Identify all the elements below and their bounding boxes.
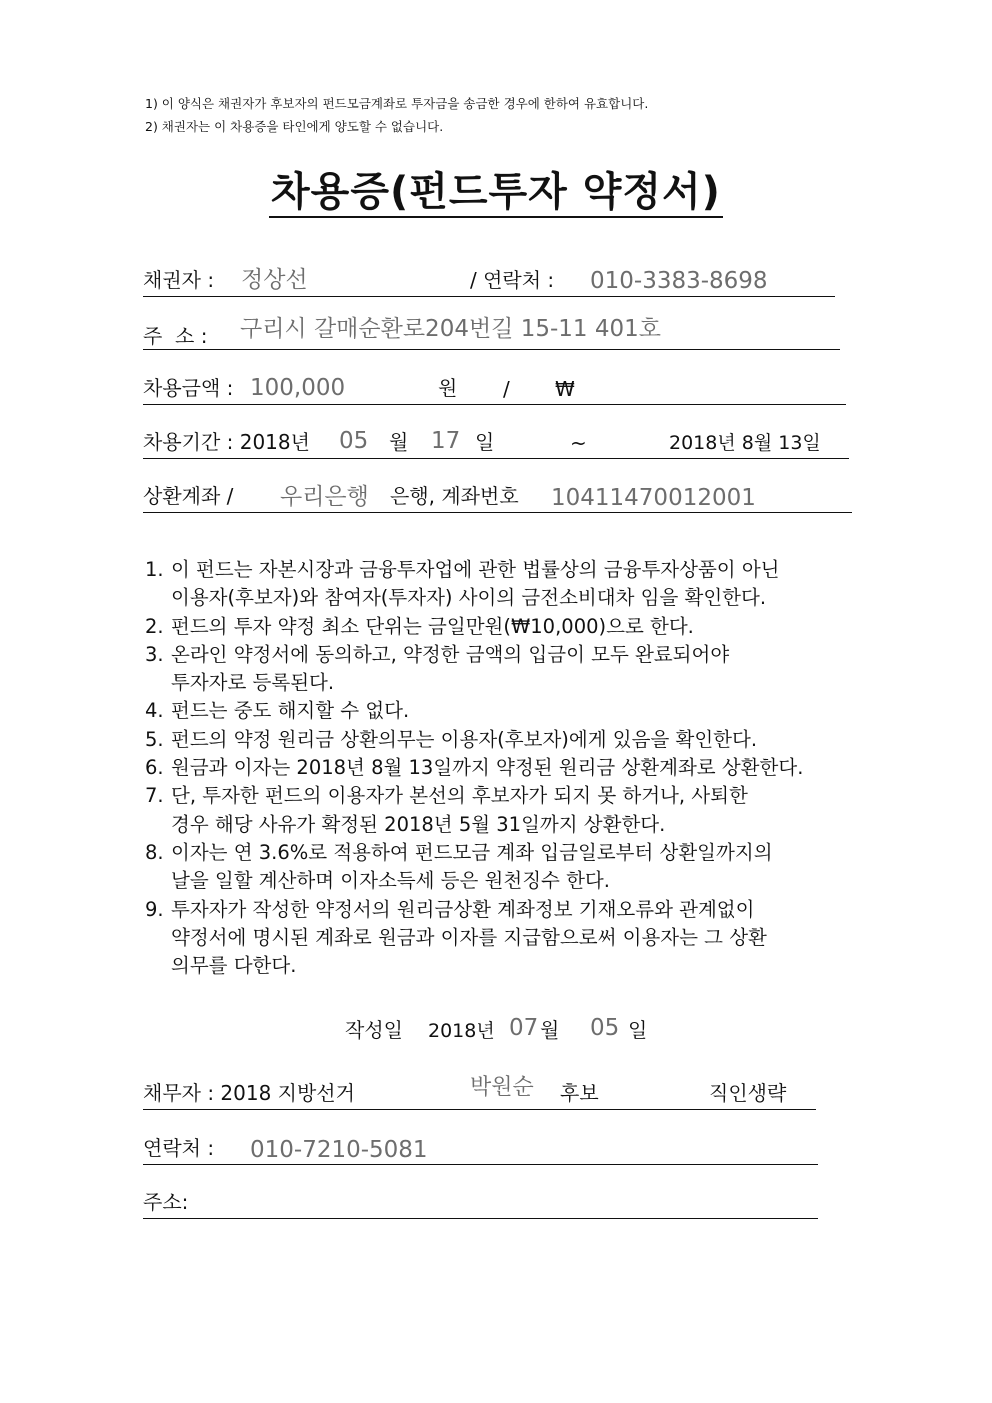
address-value[interactable]: 구리시 갈매순환로204번길 15-11 401호 (240, 316, 661, 342)
term-text-cont: 날을 일할 계산하며 이자소득세 등은 원천징수 한다. (171, 869, 610, 893)
term-text: 이자는 연 3.6%로 적용하여 펀드모금 계좌 입금일로부터 상환일까지의 (171, 840, 773, 864)
term-number: 3. (145, 642, 164, 666)
term-number: 2. (145, 614, 164, 638)
debtor-contact-label: 연락처 : (143, 1136, 215, 1160)
debtor-label: 채무자 : 2018 지방선거 (143, 1081, 355, 1105)
address-label: 주 소 : (143, 324, 208, 348)
signed-month[interactable]: 07 (509, 1015, 539, 1041)
amount-currency: ₩ (555, 377, 575, 401)
term-text: 펀드의 약정 원리금 상환의무는 이용자(후보자)에게 있음을 확인한다. (171, 727, 758, 751)
document-title (0, 160, 992, 217)
term-text: 온라인 약정서에 동의하고, 약정한 금액의 입금이 모두 완료되어야 (171, 642, 730, 666)
term-text: 원금과 이자는 2018년 8월 13일까지 약정된 원리금 상환계좌로 상환한다. (171, 756, 804, 780)
term-number: 5. (145, 727, 164, 751)
debtor-phone[interactable]: 010-7210-5081 (250, 1137, 428, 1163)
amount-label: 차용금액 : (143, 376, 234, 400)
creditor-label: 채권자 : (143, 268, 215, 292)
period-start-month[interactable]: 05 (339, 428, 369, 454)
term-6 (145, 754, 865, 782)
term-number: 1. (145, 558, 164, 581)
period-month-label: 월 (389, 430, 409, 454)
signed-month-label: 월 (540, 1018, 560, 1042)
creditor-phone[interactable]: 010-3383-8698 (590, 268, 768, 294)
term-text: 투자자가 작성한 약정서의 원리금상환 계좌정보 기재오류와 관계없이 (171, 897, 755, 921)
creditor-name[interactable]: 정상선 (241, 267, 308, 293)
amount-value[interactable]: 100,000 (250, 375, 346, 401)
address-line (143, 315, 840, 350)
period-end: 2018년 8월 13일 (669, 432, 821, 454)
account-label: 상환계좌 / (143, 484, 234, 508)
term-number: 8. (145, 840, 164, 864)
term-text: 펀드는 중도 해지할 수 없다. (171, 699, 410, 723)
term-number: 6. (145, 756, 164, 780)
term-text: 단, 투자한 펀드의 이용자가 본선의 후보자가 되지 못 하거나, 사퇴한 (171, 784, 748, 808)
debtor-seal: 직인생략 (709, 1081, 787, 1105)
period-day-label: 일 (475, 430, 495, 454)
account-number[interactable]: 10411470012001 (551, 485, 756, 511)
term-text-cont: 이용자(후보자)와 참여자(투자자) 사이의 금전소비대차 임을 확인한다. (171, 586, 767, 610)
creditor-contact-label: / 연락처 : (470, 268, 555, 292)
debtor-line (143, 1075, 816, 1110)
signed-day-label: 일 (628, 1018, 648, 1042)
period-start-day[interactable]: 17 (431, 428, 461, 454)
account-line (143, 478, 852, 513)
note-1: 1) 이 양식은 채권자가 후보자의 펀드모금계좌로 투자금을 송금한 경우에 한하여 유효합니다. (145, 96, 649, 111)
term-9 (145, 896, 865, 981)
debtor-contact-line (143, 1130, 818, 1165)
account-bank-suffix: 은행, 계좌번호 (390, 484, 519, 508)
term-text: 펀드의 투자 약정 최소 단위는 금일만원(₩10,000)으로 한다. (171, 614, 694, 638)
term-text-cont: 약정서에 명시된 계좌로 원금과 이자를 지급함으로써 이용자는 그 상환 (171, 925, 767, 949)
term-number: 4. (145, 699, 164, 723)
notes (145, 92, 648, 138)
signed-year: 2018년 (428, 1020, 495, 1042)
signed-label: 작성일 (345, 1018, 403, 1042)
terms-list (145, 556, 865, 980)
term-7 (145, 782, 865, 839)
term-number: 9. (145, 897, 164, 921)
term-number: 7. (145, 784, 164, 808)
period-tilde: ~ (570, 431, 587, 455)
amount-unit: 원 (438, 376, 458, 400)
period-label: 차용기간 : 2018년 (143, 430, 310, 454)
term-2 (145, 613, 865, 641)
debtor-address-label: 주소: (143, 1190, 189, 1214)
term-text: 이 펀드는 자본시장과 금융투자업에 관한 법률상의 금융투자상품이 아닌 (171, 558, 780, 581)
amount-slash: / (503, 377, 510, 401)
debtor-name[interactable]: 박원순 (470, 1075, 534, 1100)
period-line (143, 424, 849, 459)
term-text-cont: 투자자로 등록된다. (171, 671, 335, 695)
term-4 (145, 697, 865, 725)
title-text: 차용증(펀드투자 약정서) (269, 169, 723, 218)
debtor-address-line (143, 1184, 818, 1219)
term-5 (145, 726, 865, 754)
term-text-cont: 경우 해당 사유가 확정된 2018년 5월 31일까지 상환한다. (171, 812, 666, 836)
debtor-suffix: 후보 (560, 1081, 599, 1105)
term-3 (145, 641, 865, 698)
note-2: 2) 채권자는 이 차용증을 타인에게 양도할 수 없습니다. (145, 119, 444, 134)
account-bank[interactable]: 우리은행 (280, 484, 369, 510)
term-text-cont: 의무를 다한다. (171, 954, 297, 978)
term-8 (145, 839, 865, 896)
term-1 (145, 556, 865, 613)
signed-day[interactable]: 05 (590, 1015, 620, 1041)
creditor-line (143, 262, 835, 297)
amount-line (143, 370, 846, 405)
